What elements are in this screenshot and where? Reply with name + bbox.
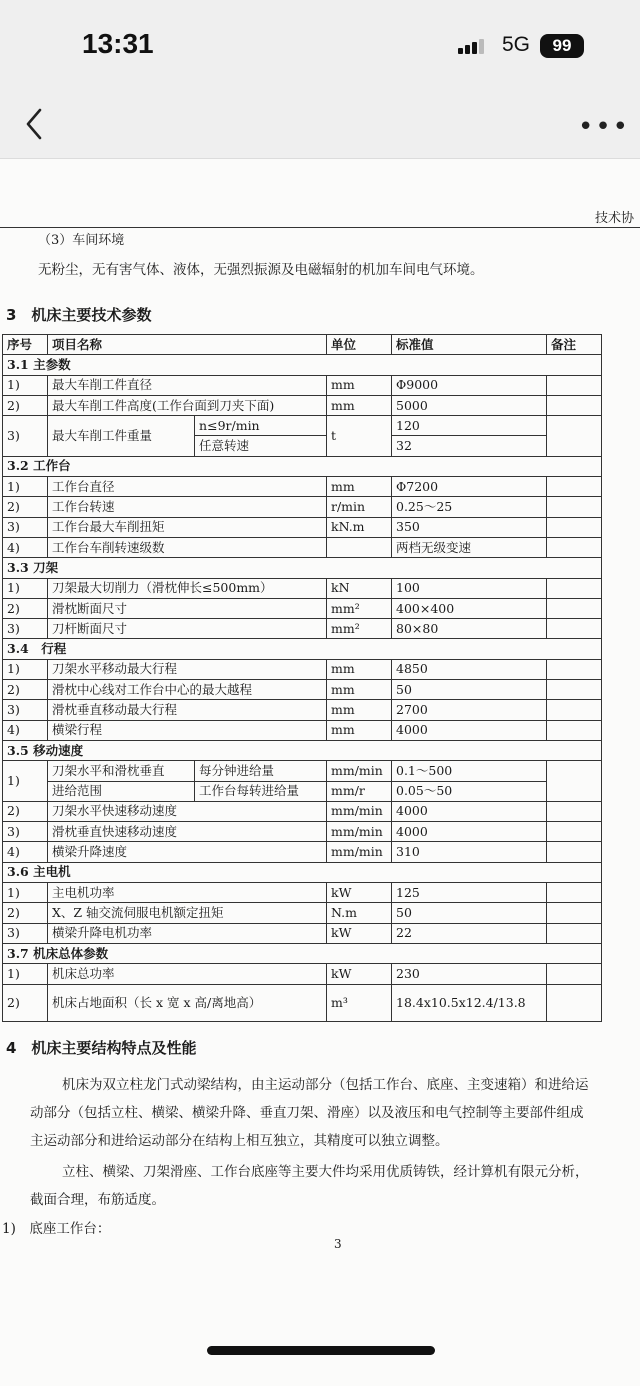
row-unit: kW (327, 923, 392, 943)
group-label: 3.4 行程 (3, 639, 602, 659)
status-bar (0, 0, 640, 90)
chevron-left-icon[interactable] (22, 106, 52, 142)
row-item: 滑枕垂直移动最大行程 (48, 700, 327, 720)
row-no: 2) (3, 903, 48, 923)
row-no: 2) (3, 598, 48, 618)
row-unit: N.m (327, 903, 392, 923)
row-remark (547, 517, 602, 537)
row-no: 3) (3, 619, 48, 639)
row-item: 最大车削工件直径 (48, 375, 327, 395)
col-header-no: 序号 (3, 335, 48, 355)
row-no: 4) (3, 842, 48, 862)
page-header-title: 技术协 (595, 211, 635, 226)
row-subitem: 工作台每转进给量 (195, 781, 327, 801)
row-no: 2) (3, 395, 48, 415)
row-remark (547, 883, 602, 903)
network-type: 5G (502, 33, 531, 56)
group-label: 3.6 主电机 (3, 862, 602, 882)
row-unit: mm² (327, 619, 392, 639)
table-row (3, 598, 602, 618)
nav-bar (0, 90, 640, 159)
row-remark (547, 903, 602, 923)
row-remark (547, 416, 602, 457)
col-header-item: 项目名称 (48, 335, 327, 355)
row-item: 工作台直径 (48, 477, 327, 497)
row-no: 1) (3, 964, 48, 984)
row-item: X、Z 轴交流伺服电机额定扭矩 (48, 903, 327, 923)
table-row (3, 984, 602, 1021)
row-value: 2700 (392, 700, 547, 720)
row-remark (547, 395, 602, 415)
row-remark (547, 923, 602, 943)
row-value: 18.4x10.5x12.4/13.8 (392, 984, 547, 1021)
table-group-row (3, 639, 602, 659)
row-unit: mm/min (327, 761, 392, 781)
row-value: 4000 (392, 822, 547, 842)
table-row (3, 619, 602, 639)
row-unit: kN.m (327, 517, 392, 537)
table-header-row (3, 335, 602, 355)
row-unit: mm/min (327, 842, 392, 862)
row-item: 进给范围 (48, 781, 195, 801)
row-remark (547, 700, 602, 720)
row-value: 4000 (392, 801, 547, 821)
row-item: 刀架水平移动最大行程 (48, 659, 327, 679)
header-divider (0, 227, 640, 228)
row-unit: r/min (327, 497, 392, 517)
row-remark (547, 598, 602, 618)
table-row (3, 761, 602, 781)
group-label: 3.1 主参数 (3, 355, 602, 375)
table-row (3, 842, 602, 862)
row-item: 最大车削工件高度(工作台面到刀夹下面) (48, 395, 327, 415)
row-item: 横梁行程 (48, 720, 327, 740)
row-remark (547, 822, 602, 842)
table-row (3, 822, 602, 842)
row-item: 主电机功率 (48, 883, 327, 903)
row-value: 0.1～500 (392, 761, 547, 781)
signal-icon (458, 38, 492, 54)
row-no: 2) (3, 984, 48, 1021)
row-unit: mm (327, 375, 392, 395)
row-value: 400×400 (392, 598, 547, 618)
paragraph-1-line-2: 动部分（包括立柱、横梁、横梁升降、垂直刀架、滑座）以及液压和电气控制等主要部件组成 (30, 1105, 584, 1121)
row-remark (547, 477, 602, 497)
table-group-row (3, 862, 602, 882)
row-unit: mm (327, 395, 392, 415)
row-no: 3) (3, 517, 48, 537)
row-item: 横梁升降电机功率 (48, 923, 327, 943)
table-group-row (3, 558, 602, 578)
table-row (3, 497, 602, 517)
table-row (3, 720, 602, 740)
table-row (3, 659, 602, 679)
row-value: 0.05～50 (392, 781, 547, 801)
row-no: 2) (3, 680, 48, 700)
row-remark (547, 659, 602, 679)
row-remark (547, 619, 602, 639)
table-row (3, 903, 602, 923)
row-no: 4) (3, 720, 48, 740)
status-time: 13:31 (82, 28, 154, 59)
row-value: 350 (392, 517, 547, 537)
env-text: 无粉尘，无有害气体、液体，无强烈振源及电磁辐射的机加车间电气环境。 (38, 262, 484, 278)
env-label: （3）车间环境 (38, 233, 125, 248)
row-item: 刀架最大切削力（滑枕伸长≤500mm） (48, 578, 327, 598)
row-item: 刀架水平快速移动速度 (48, 801, 327, 821)
row-unit: kW (327, 883, 392, 903)
row-unit: m³ (327, 984, 392, 1021)
row-no: 3) (3, 822, 48, 842)
row-unit: mm (327, 680, 392, 700)
row-no: 1) (3, 477, 48, 497)
row-unit (327, 537, 392, 557)
row-no: 1) (3, 761, 48, 802)
row-subitem: 每分钟进给量 (195, 761, 327, 781)
row-unit: mm/min (327, 801, 392, 821)
row-unit: mm (327, 700, 392, 720)
row-remark (547, 720, 602, 740)
table-row (3, 477, 602, 497)
row-subitem: 任意转速 (195, 436, 327, 456)
paragraph-1-line-1: 机床为双立柱龙门式动梁结构，由主运动部分（包括工作台、底座、主变速箱）和进给运 (62, 1077, 589, 1093)
row-no: 1) (3, 375, 48, 395)
row-item: 工作台转速 (48, 497, 327, 517)
row-no: 1) (3, 578, 48, 598)
group-label: 3.5 移动速度 (3, 740, 602, 760)
table-row (3, 700, 602, 720)
row-item: 最大车削工件重量 (48, 416, 195, 457)
row-value: 100 (392, 578, 547, 598)
battery-icon: 99 (540, 34, 584, 58)
table-group-row (3, 943, 602, 963)
row-remark (547, 842, 602, 862)
row-item: 工作台车削转速级数 (48, 537, 327, 557)
section-4-title: 4 机床主要结构特点及性能 (6, 1039, 197, 1057)
row-value: 4850 (392, 659, 547, 679)
row-unit: mm/r (327, 781, 392, 801)
row-item: 滑枕断面尺寸 (48, 598, 327, 618)
paragraph-1-line-3: 主运动部分和进给运动部分在结构上相互独立，其精度可以独立调整。 (30, 1133, 449, 1149)
item-1-heading: 1) 底座工作台： (2, 1221, 111, 1237)
row-unit: t (327, 416, 392, 457)
row-no: 3) (3, 416, 48, 457)
col-header-unit: 单位 (327, 335, 392, 355)
row-item: 横梁升降速度 (48, 842, 327, 862)
table-row (3, 680, 602, 700)
row-no: 3) (3, 700, 48, 720)
page-number: 3 (334, 1237, 342, 1251)
row-unit: kN (327, 578, 392, 598)
row-remark (547, 984, 602, 1021)
row-unit: kW (327, 964, 392, 984)
more-horizontal-icon[interactable]: ••• (578, 112, 631, 142)
table-row (3, 375, 602, 395)
row-value: 32 (392, 436, 547, 456)
row-item: 滑枕垂直快速移动速度 (48, 822, 327, 842)
table-row (3, 801, 602, 821)
row-value: Φ7200 (392, 477, 547, 497)
row-unit: mm (327, 477, 392, 497)
row-item: 刀杆断面尺寸 (48, 619, 327, 639)
table-row (3, 517, 602, 537)
table-row (3, 923, 602, 943)
table-row (3, 781, 602, 801)
group-label: 3.2 工作台 (3, 456, 602, 476)
table-group-row (3, 355, 602, 375)
row-subitem: n≤9r/min (195, 416, 327, 436)
document-page (0, 159, 640, 1386)
row-value: 5000 (392, 395, 547, 415)
row-remark (547, 375, 602, 395)
row-unit: mm (327, 720, 392, 740)
row-item: 刀架水平和滑枕垂直 (48, 761, 195, 781)
table-row (3, 578, 602, 598)
row-item: 工作台最大车削扭矩 (48, 517, 327, 537)
table-row (3, 883, 602, 903)
col-header-value: 标准值 (392, 335, 547, 355)
row-value: 4000 (392, 720, 547, 740)
row-item: 机床总功率 (48, 964, 327, 984)
row-value: Φ9000 (392, 375, 547, 395)
row-value: 125 (392, 883, 547, 903)
row-unit: mm/min (327, 822, 392, 842)
row-value: 120 (392, 416, 547, 436)
table-group-row (3, 740, 602, 760)
row-value: 230 (392, 964, 547, 984)
row-remark (547, 578, 602, 598)
row-unit: mm² (327, 598, 392, 618)
table-group-row (3, 456, 602, 476)
group-label: 3.3 刀架 (3, 558, 602, 578)
row-no: 1) (3, 659, 48, 679)
row-unit: mm (327, 659, 392, 679)
row-value: 0.25～25 (392, 497, 547, 517)
row-remark (547, 761, 602, 802)
row-remark (547, 801, 602, 821)
table-row (3, 964, 602, 984)
section-3-title: 3 机床主要技术参数 (6, 306, 152, 324)
paragraph-2-line-1: 立柱、横梁、刀架滑座、工作台底座等主要大件均采用优质铸铁，经计算机有限元分析， (62, 1164, 589, 1180)
table-row (3, 537, 602, 557)
row-value: 50 (392, 903, 547, 923)
paragraph-2-line-2: 截面合理，布筋适度。 (30, 1192, 165, 1208)
row-no: 2) (3, 497, 48, 517)
row-value: 310 (392, 842, 547, 862)
row-value: 两档无级变速 (392, 537, 547, 557)
row-remark (547, 537, 602, 557)
row-no: 3) (3, 923, 48, 943)
group-label: 3.7 机床总体参数 (3, 943, 602, 963)
table-row (3, 395, 602, 415)
row-value: 22 (392, 923, 547, 943)
row-item: 机床占地面积（长 x 宽 x 高/离地高） (48, 984, 327, 1021)
spec-table (2, 334, 602, 1022)
row-no: 2) (3, 801, 48, 821)
row-item: 滑枕中心线对工作台中心的最大越程 (48, 680, 327, 700)
row-remark (547, 497, 602, 517)
row-value: 80×80 (392, 619, 547, 639)
row-remark (547, 964, 602, 984)
row-remark (547, 680, 602, 700)
row-no: 4) (3, 537, 48, 557)
row-value: 50 (392, 680, 547, 700)
col-header-remark: 备注 (547, 335, 602, 355)
table-row (3, 416, 602, 436)
home-indicator[interactable] (207, 1346, 435, 1355)
row-no: 1) (3, 883, 48, 903)
